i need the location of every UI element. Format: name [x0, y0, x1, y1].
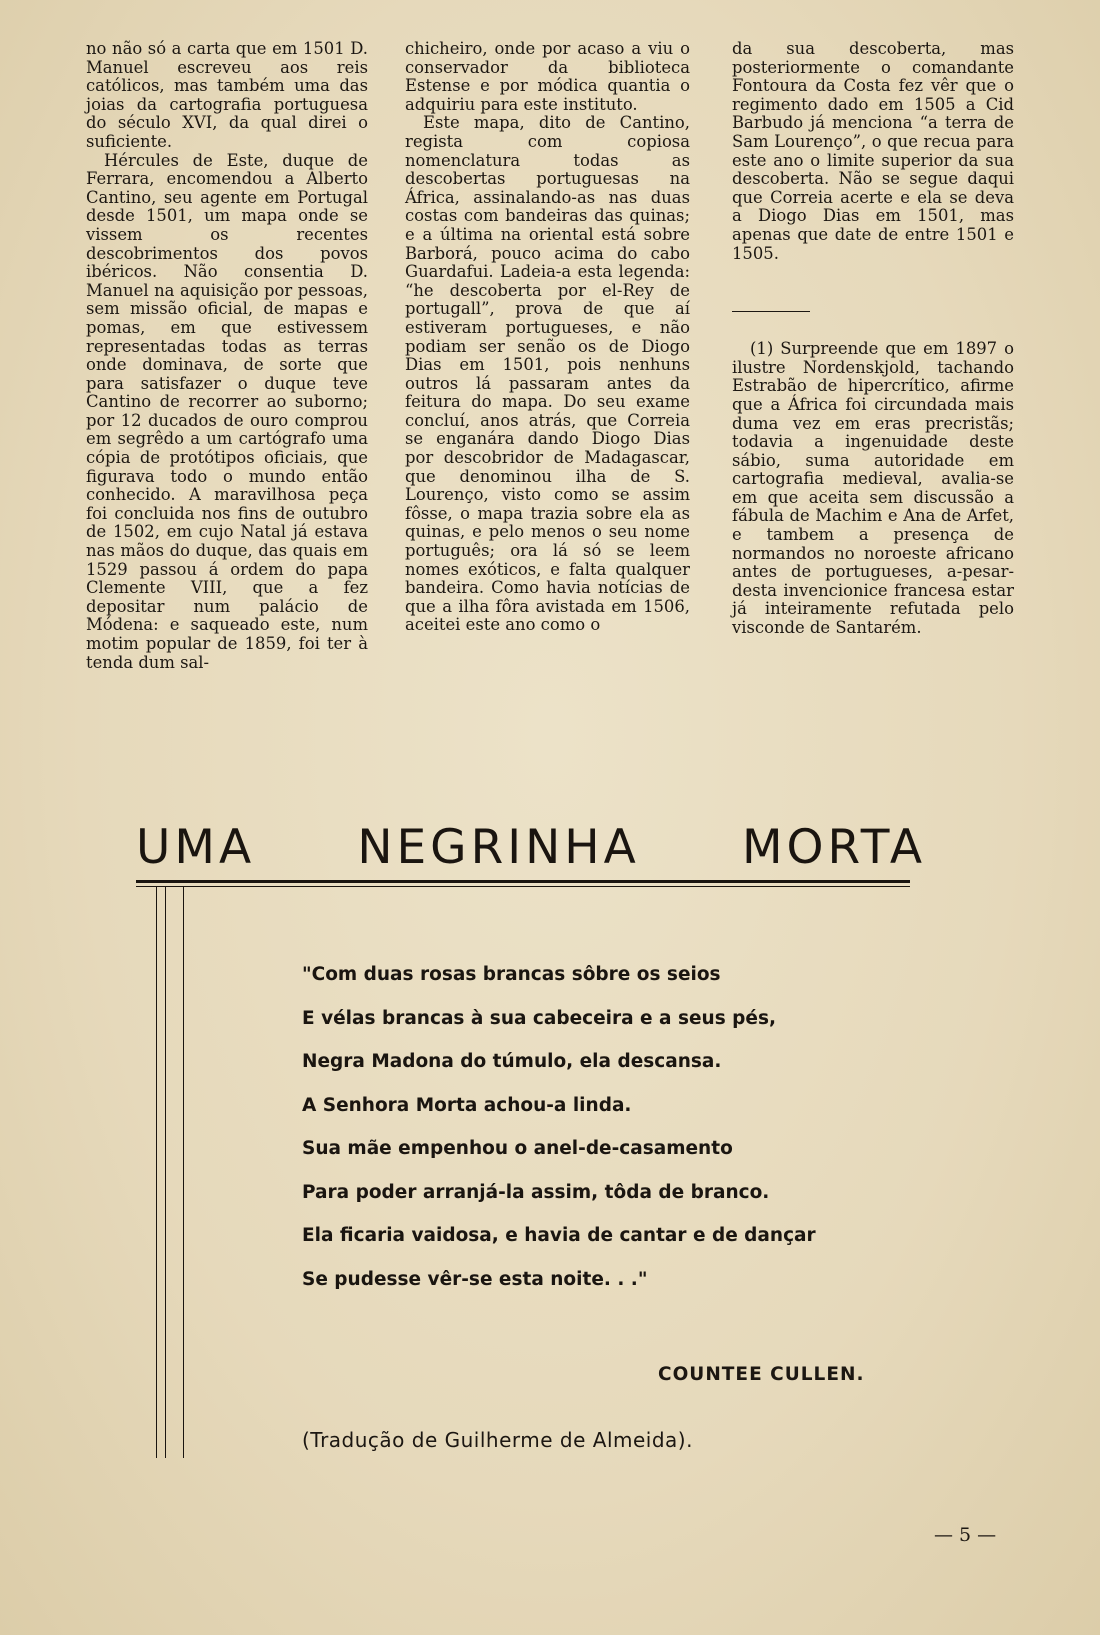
poem-line: "Com duas rosas brancas sôbre os seios [302, 964, 721, 985]
paragraph: Hércules de Este, duque de Ferrara, encomendou a Alberto Cantino, seu agente em Portugal desde 1501, um mapa onde se vissem os recentes descobrimentos dos povos ibéricos. Não consentia D. Manuel na aquisição por pessoas, sem missão oficial, de mapas e pomas, em que estivessem representadas todas as terras onde dominava, de sorte que para satisfazer o duque teve Cantino de recorrer ao suborno; por 12 ducados de ouro comprou em segrêdo a um cartógrafo uma cópia de protótipos oficiais, que figurava todo o mundo então conhecido. A maravilhosa peça foi concluida nos fins de outubro de 1502, em cujo Natal já estava nas mãos do duque, das quais em 1529 passou á ordem do papa Clemente VIII, que a fez depositar num palácio de Módena: e saqueado este, num motim popular de 1859, foi ter à tenda dum sal- [86, 150, 368, 672]
footnote: (1) Surpreende que em 1897 o ilustre Nordenskjold, tachando Estrabão de hipercrítico, afirme que a África foi circundada mais duma vez em eras precristãs; todavia a ingenuidade deste sábio, suma autoridade em cartografia medieval, avalia-se em que aceita sem discussão a fábula de Machim e Ana de Arfet, e tambem a presença de normandos no noroeste africano antes de portugueses, a-pesar-desta invencionice francesa estar já inteiramente refutada pelo visconde de Santarém. [732, 339, 1014, 638]
title-word: UMA [136, 820, 256, 875]
footnote-divider [732, 311, 810, 312]
paragraph: Este mapa, dito de Cantino, regista com copiosa nomenclatura todas as descobertas portuguesas na África, assinalando-as nas duas costas com bandeiras das quinas; e a última na oriental está sobre Barborá, pouco acima do cabo Guardafui. Ladeia-a esta legenda: “he descoberta por el-Rey de portugall”, prova de que aí estiveram portugueses, e não podiam ser senão os de Diogo Dias em 1501, pois nenhuns outros lá passaram antes da feitura do mapa. Do seu exame concluí, anos atrás, que Correia se enganára dando Diogo Dias por descobridor de Madagascar, que denominou ilha de S. Lourenço, visto como se assim fôsse, o mapa trazia sobre ela as quinas, e pelo menos o seu nome português; ora lá só se leem nomes exóticos, e falta qualquer bandeira. Como havia notícias de que a ilha fôra avistada em 1506, aceitei este ano como o [405, 113, 690, 635]
translation-credit: (Tradução de Guilherme de Almeida). [302, 1428, 693, 1452]
paragraph: da sua descoberta, mas posteriormente o comandante Fontoura da Costa fez vêr que o regimento dado em 1505 a Cid Barbudo já menciona “a terra de Sam Lourenço”, o que recua para este ano o limite superior da sua descoberta. Não se segue daqui que Correia acerte e ela se deva a Diogo Dias em 1501, mas apenas que date de entre 1501 e 1505. [732, 39, 1014, 263]
title-rule-thin [136, 886, 910, 887]
title-word: NEGRINHA [357, 820, 640, 875]
text-column-1 [86, 40, 368, 672]
paragraph: chicheiro, onde por acaso a viu o conservador da biblioteca Estense e por módica quantia o adquiriu para este instituto. [405, 39, 690, 114]
poem-line: E vélas brancas à sua cabeceira e a seus pés, [302, 1007, 776, 1029]
poem-author: COUNTEE CULLEN. [658, 1364, 865, 1385]
poem-line: A Senhora Morta achou-a linda. [302, 1094, 632, 1116]
poem-line: Negra Madona do túmulo, ela descansa. [302, 1051, 722, 1072]
poem-line: Se pudesse vêr-se esta noite. . ." [302, 1268, 648, 1290]
vertical-rule [183, 886, 184, 1458]
poem-title [136, 822, 926, 874]
paragraph: no não só a carta que em 1501 D. Manuel escreveu aos reis católicos, mas também uma das joias da cartografia portuguesa do século XVI, da qual direi o suficiente. [86, 39, 368, 151]
title-rule-thick [136, 880, 910, 883]
vertical-rule [165, 886, 166, 1458]
text-column-2 [405, 40, 690, 635]
vertical-rule [156, 886, 157, 1458]
poem-line: Ela ficaria vaidosa, e havia de cantar e de dançar [302, 1225, 816, 1246]
poem-body [302, 960, 816, 1308]
page-number: — 5 — [934, 1524, 997, 1546]
poem-line: Para poder arranjá-la assim, tôda de branco. [302, 1181, 770, 1203]
title-word: MORTA [742, 820, 926, 875]
text-column-3 [732, 40, 1014, 638]
poem-line: Sua mãe empenhou o anel-de-casamento [302, 1138, 733, 1159]
